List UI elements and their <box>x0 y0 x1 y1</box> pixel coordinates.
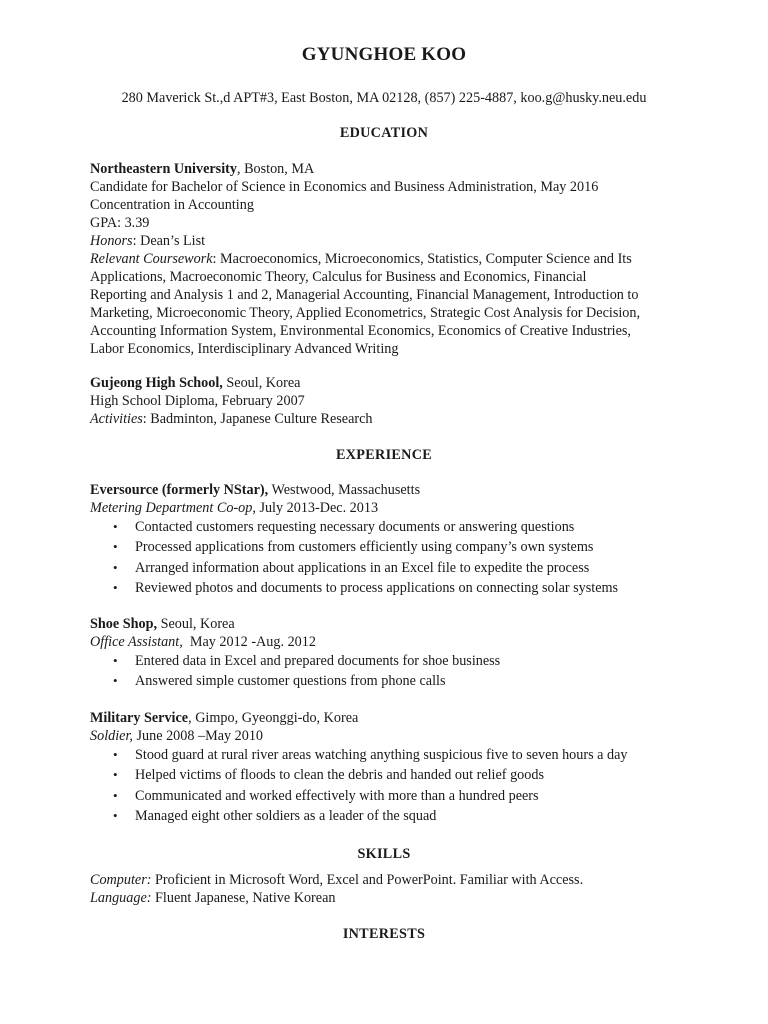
job-title-line <box>90 633 690 651</box>
job-company-line <box>90 709 690 727</box>
bullet-icon: • <box>113 653 118 668</box>
bullet-item <box>90 806 690 826</box>
job-entry <box>90 481 690 598</box>
job-bullets <box>90 651 690 692</box>
experience-heading: EXPERIENCE <box>335 447 433 463</box>
skills-language-line <box>90 889 690 907</box>
job-dates: June 2008 –May 2010 <box>132 728 264 744</box>
coursework-line: Reporting and Analysis 1 and 2, Managerial Accounting, Financial Management, Introduction to <box>90 287 639 303</box>
bullet-item <box>90 537 690 557</box>
degree-line: Candidate for Bachelor of Science in Economics and Business Administration, May 2016 <box>90 179 599 195</box>
bullet-icon: • <box>113 673 118 689</box>
computer-value: Proficient in Microsoft Word, Excel and PowerPoint. Familiar with Access. <box>151 872 584 888</box>
bullet-text: Managed eight other soldiers as a leader of the squad <box>135 807 437 824</box>
coursework-line <box>90 250 690 268</box>
coursework-text: : Macroeconomics, Microeconomics, Statistics, Computer Science and Its <box>212 251 632 267</box>
bullet-text: Processed applications from customers efficiently using company’s own systems <box>135 539 594 556</box>
activities-value: : Badminton, Japanese Culture Research <box>142 411 373 427</box>
job-entry <box>90 709 690 826</box>
bullet-text: Stood guard at rural river areas watching anything suspicious five to seven hours a day <box>135 747 628 763</box>
bullet-icon: • <box>113 807 118 823</box>
education-heading: EDUCATION <box>339 125 429 141</box>
honors-line <box>90 232 690 250</box>
job-company: Eversource (formerly NStar), <box>90 482 269 498</box>
activities-label: Activities <box>90 411 143 427</box>
bullet-icon: • <box>113 767 118 783</box>
bullet-text: Helped victims of floods to clean the debris and handed out relief goods <box>135 767 544 784</box>
job-location: , Gimpo, Gyeonggi-do, Korea <box>188 710 359 726</box>
gpa-line: GPA: 3.39 <box>90 215 150 231</box>
bullet-item <box>90 651 690 671</box>
skills-heading: SKILLS <box>357 846 411 862</box>
interests-heading: INTERESTS <box>342 926 426 942</box>
highschool-name: Gujeong High School, <box>90 375 223 391</box>
job-company-line <box>90 481 690 499</box>
bullet-text: Reviewed photos and documents to process applications on connecting solar systems <box>135 579 619 596</box>
job-company: Shoe Shop, <box>90 616 158 632</box>
job-title-line <box>90 727 690 745</box>
language-value: Fluent Japanese, Native Korean <box>151 890 336 906</box>
coursework-label: Relevant Coursework <box>90 251 213 267</box>
bullet-icon: • <box>113 539 118 555</box>
highschool-location: Seoul, Korea <box>222 375 301 391</box>
bullet-text: Contacted customers requesting necessary documents or answering questions <box>135 519 575 535</box>
honors-value: : Dean’s List <box>132 233 206 249</box>
skills-entry <box>90 871 690 907</box>
job-bullets <box>90 745 690 826</box>
contact-line: 280 Maverick St.,d APT#3, East Boston, MA 02128, (857) 225-4887, koo.g@husky.neu.edu <box>121 90 647 106</box>
bullet-item <box>90 745 690 765</box>
university-name: Northeastern University <box>90 161 237 177</box>
job-title: Metering Department Co-op <box>90 500 253 516</box>
bullet-icon: • <box>113 787 118 803</box>
coursework-line: Accounting Information System, Environmental Economics, Economics of Creative Industries, <box>90 323 631 339</box>
job-dates: , July 2013-Dec. 2013 <box>252 500 379 516</box>
coursework-line: Labor Economics, Interdisciplinary Advanced Writing <box>90 341 399 357</box>
bullet-item <box>90 517 690 537</box>
bullet-item <box>90 786 690 806</box>
job-entry <box>90 615 690 692</box>
computer-label: Computer: <box>90 872 152 888</box>
bullet-item <box>90 578 690 598</box>
activities-line <box>90 410 690 428</box>
university-location: , Boston, MA <box>236 161 315 177</box>
job-dates: May 2012 -Aug. 2012 <box>182 634 316 650</box>
job-company-line <box>90 615 690 633</box>
bullet-item <box>90 671 690 691</box>
language-label: Language: <box>90 890 152 906</box>
honors-label: Honors <box>90 233 133 249</box>
bullet-text: Communicated and worked effectively with more than a hundred peers <box>135 787 539 804</box>
highschool-line <box>90 374 690 392</box>
coursework-line: Applications, Macroeconomic Theory, Calculus for Business and Economics, Financial <box>90 269 587 285</box>
coursework-line: Marketing, Microeconomic Theory, Applied Econometrics, Strategic Cost Analysis for Decision, <box>90 305 641 321</box>
bullet-item <box>90 765 690 785</box>
job-location: Seoul, Korea <box>157 616 235 632</box>
highschool-entry <box>90 374 690 428</box>
resume-name: GYUNGHOE KOO <box>301 44 467 65</box>
bullet-icon: • <box>113 559 118 575</box>
job-title-line <box>90 499 690 517</box>
concentration-line: Concentration in Accounting <box>90 197 254 213</box>
job-title: Office Assistant, <box>90 634 183 650</box>
job-location: Westwood, Massachusetts <box>268 482 421 498</box>
bullet-text: Arranged information about applications in an Excel file to expedite the process <box>135 559 590 576</box>
job-company: Military Service <box>90 710 189 726</box>
bullet-icon: • <box>113 519 118 534</box>
university-entry <box>90 160 690 358</box>
bullet-text: Entered data in Excel and prepared documents for shoe business <box>135 653 501 669</box>
job-title: Soldier, <box>90 728 133 744</box>
bullet-item <box>90 558 690 578</box>
bullet-icon: • <box>113 747 118 762</box>
job-bullets <box>90 517 690 598</box>
bullet-icon: • <box>113 579 118 595</box>
university-line <box>90 160 690 178</box>
diploma-line: High School Diploma, February 2007 <box>90 393 305 409</box>
skills-computer-line <box>90 871 690 889</box>
bullet-text: Answered simple customer questions from phone calls <box>135 673 446 690</box>
